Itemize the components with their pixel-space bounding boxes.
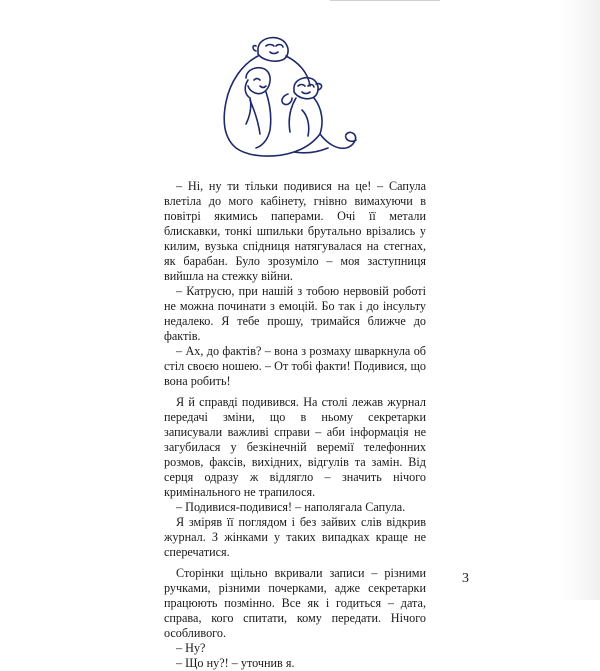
paragraph: Я зміряв її поглядом і без зайвих слів відкрив журнал. З жінками у таких випадках краще не сперечатися. bbox=[164, 515, 426, 559]
paragraph: – Подивися-подивися! – наполягала Сапула. bbox=[176, 500, 406, 514]
page-number: 3 bbox=[462, 571, 469, 586]
paragraph: – Ні, ну ти тільки подивися на це! – Сапула влетіла до мого кабінету, гнівно вимахуючи в повітрі якимись паперами. Очі її метали блискавки, тонкі шпильки брутально врізались у килим, вузька спідниця натягувалася на стегнах, як барабан. Було зрозуміло – моя заступниця вийшла на стежку війни. bbox=[164, 179, 426, 283]
paragraph: – Катрусю, при нашій з тобою нервовій роботі не можна починати з емоцій. Бо так і до інсульту недалеко. Я тебе прошу, тримайся ближче до фактів. bbox=[164, 284, 426, 343]
paragraph: – Ах, до фактів? – вона з розмаху шваркнула об стіл своєю ношею. – От тобі факти! Подивися, що вона робить! bbox=[164, 344, 426, 388]
chapter-text bbox=[164, 179, 426, 671]
top-edge-line bbox=[330, 0, 440, 4]
paragraph: Я й справді подивився. На столі лежав журнал передачі зміни, що в ньому секретарки записували важливі справи – аби інформація не загубилася у безкінечній веремії телефонних розмов, факсів, вихідних, відгулів та замін. Від серця одразу ж відлягло – значить нічого кримінального не трапилося. bbox=[164, 395, 426, 499]
monkeys-and-woman-line-drawing-icon bbox=[210, 30, 370, 170]
paragraph: – Ну? bbox=[176, 641, 206, 655]
paragraph: – Що ну?! – уточнив я. bbox=[176, 656, 295, 670]
page-edge-shadow bbox=[558, 0, 600, 600]
paragraph: Сторінки щільно вкривали записи – різними ручками, різними почерками, адже секретарки працюють позмінно. Все як і годиться – дата, справа, кого спитати, кому передати. Нічого особливого. bbox=[164, 566, 426, 640]
